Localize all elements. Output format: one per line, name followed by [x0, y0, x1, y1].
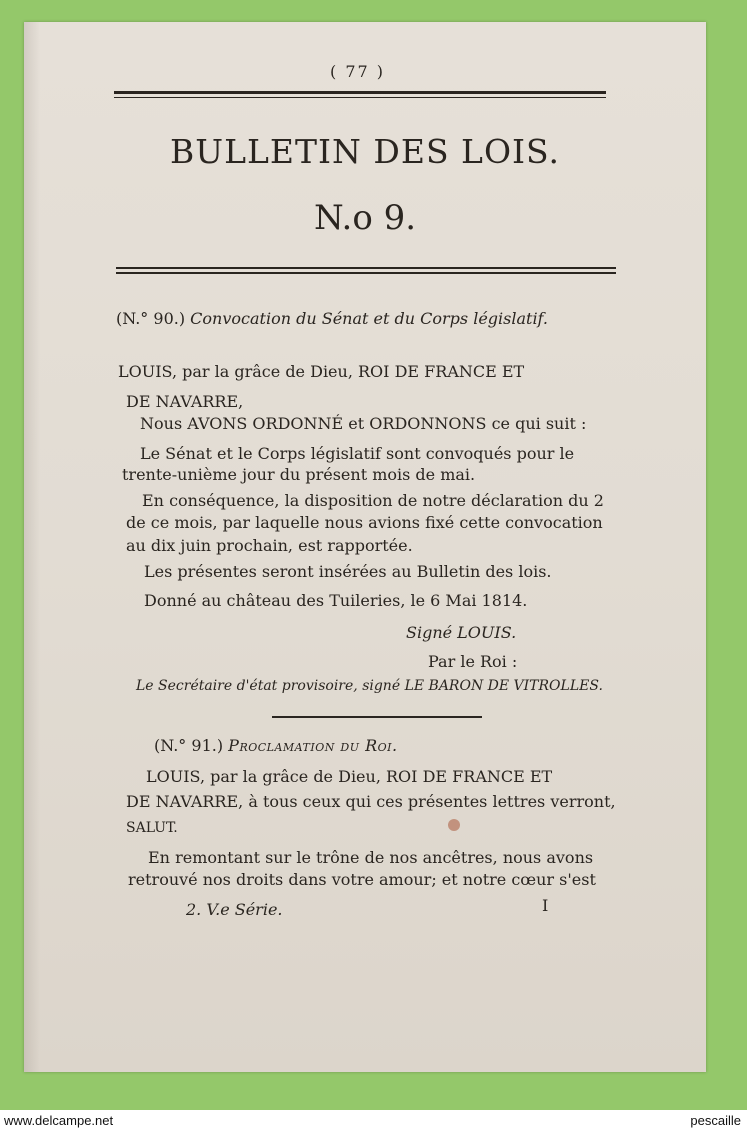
- bulletin-title: BULLETIN DES LOIS.: [170, 132, 560, 171]
- signature-mark: 2. V.e Série.: [186, 900, 283, 919]
- s2-line-1: LOUIS, par la grâce de Dieu, ROI DE FRANCE ET: [146, 767, 553, 786]
- page-number: ( 77 ): [330, 62, 386, 81]
- section2-heading: [154, 736, 398, 755]
- gathering-mark: I: [542, 896, 549, 915]
- section2-number: (N.° 91.): [154, 736, 224, 755]
- bulletin-number: N.o 9.: [313, 198, 417, 238]
- section2-title: Proclamation du Roi.: [228, 736, 398, 755]
- s1-line-2: DE NAVARRE,: [126, 392, 244, 411]
- section1-number: (N.° 90.): [116, 309, 186, 328]
- s2-line-3: SALUT.: [126, 820, 178, 836]
- s2-line-2: DE NAVARRE, à tous ceux qui ces présentes lettres verront,: [126, 792, 616, 811]
- section1-title: Convocation du Sénat et du Corps législatif.: [190, 309, 548, 328]
- top-rule-thin: [114, 97, 606, 98]
- secretary-line: Le Secrétaire d'état provisoire, signé LE BARON DE VITROLLES.: [136, 678, 603, 694]
- watermark-right: pescaille: [690, 1113, 741, 1128]
- s1-line-4: Le Sénat et le Corps législatif sont convoqués pour le: [140, 444, 575, 463]
- watermark-left: www.delcampe.net: [4, 1113, 114, 1128]
- s1-line-8: au dix juin prochain, est rapportée.: [126, 536, 413, 555]
- s2-line-5: retrouvé nos droits dans votre amour; et notre cœur s'est: [128, 870, 596, 889]
- s1-line-1: LOUIS, par la grâce de Dieu, ROI DE FRANCE ET: [118, 362, 525, 381]
- signed-louis: Signé LOUIS.: [406, 623, 517, 642]
- s1-line-3: Nous AVONS ORDONNÉ et ORDONNONS ce qui suit :: [140, 414, 587, 433]
- section1-heading: [116, 309, 548, 328]
- stain-spot: [448, 819, 460, 831]
- s1-line-5: trente-unième jour du présent mois de mai.: [122, 465, 476, 484]
- s1-line-9: Les présentes seront insérées au Bulletin des lois.: [144, 562, 552, 581]
- s2-line-4: En remontant sur le trône de nos ancêtres, nous avons: [148, 848, 594, 867]
- top-rule-thick: [114, 91, 606, 94]
- mid-rule-1: [116, 267, 616, 269]
- par-le-roi: Par le Roi :: [428, 652, 518, 671]
- watermark-bar: [0, 1110, 747, 1131]
- s1-line-6: En conséquence, la disposition de notre déclaration du 2: [142, 491, 604, 510]
- s1-line-7: de ce mois, par laquelle nous avions fixé cette convocation: [126, 513, 603, 532]
- s1-line-10: Donné au château des Tuileries, le 6 Mai 1814.: [144, 591, 528, 610]
- section-divider: [272, 716, 482, 718]
- mid-rule-2: [116, 272, 616, 274]
- document-page: [24, 22, 706, 1072]
